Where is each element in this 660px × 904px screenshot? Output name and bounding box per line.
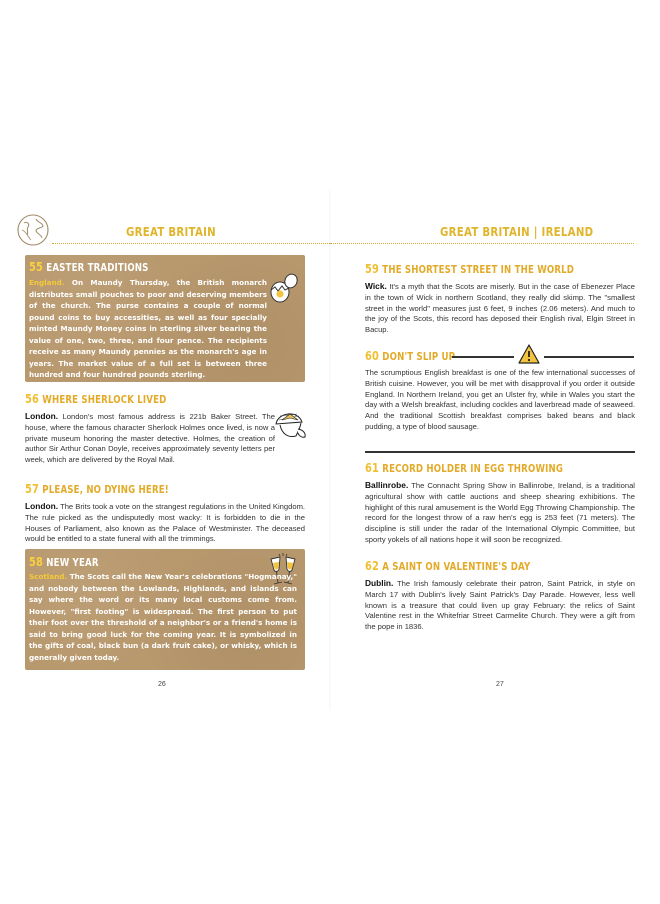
section-57 [25,482,305,545]
section-61-body: The Connacht Spring Show in Ballinrobe, Ireland, is a traditional agricultural show with cattle auctions and sheep shearing exhibitions. The highlight of this rural amusement is the World Egg Throwing Championship. The record for the longest throw of a raw hen's egg is 253 feet (71 meters). The discipline is still under the radar of the International Olympic Committee, but sporty yokels of all nations hope it will soon be recognized. [365,481,635,544]
section-55-heading: EASTER TRADITIONS [46,262,149,274]
right-page [330,0,660,904]
section-57-body: The Brits took a vote on the strangest regulations in the United Kingdom. The rule picked as the undisputedly most wacky: It is forbidden to die in the Houses of Parliament, also known as the Palace of Westminster. The deceased would be entitled to a state funeral with all the trimmings. [25,502,306,544]
section-58-body: The Scots call the New Year's celebrations "Hogmanay," and nobody between the Lowlands, Highlands, and islands can say where the word or its many local customs come from. However, "first footing" is widespread. The first person to put their foot over the threshold of a neighbor's or a friend's home is said to bring good luck for the coming year. It is symbolized in the gifts of coal, black bun (a dark fruit cake), or whisky, which is generally given today. [29,572,297,662]
section-61-lead: Ballinrobe. [365,480,409,490]
section-57-text [25,501,305,545]
section-55-box [25,255,305,382]
section-62-body: The Irish famously celebrate their patron, Saint Patrick, in style on March 17 with Dublin's lively Saint Patrick's Day Parade. However, less well known is a treasure that could liven up gray February: the relics of Saint Valentine rest in the Whitefriar Street Carmelite Church. They were a gift from the pope in 1836. [365,579,635,632]
right-page-header: GREAT BRITAIN | IRELAND [440,225,594,239]
section-59 [365,262,635,336]
right-header-divider [330,243,634,244]
warning-icon [518,344,540,364]
section-59-title [365,262,586,276]
section-58-box [25,549,305,670]
section-57-title [25,482,255,496]
left-page-header: GREAT BRITAIN [126,225,216,239]
section-56-number: 56 [25,392,40,406]
section-62-title [365,559,586,573]
section-58-number: 58 [29,555,44,569]
section-56-heading: WHERE SHERLOCK LIVED [42,394,167,406]
section-62 [365,559,635,633]
section-59-heading: THE SHORTEST STREET IN THE WORLD [382,264,575,276]
section-61-heading: RECORD HOLDER IN EGG THROWING [382,463,564,475]
section-60-number: 60 [365,349,380,363]
section-60-text [365,368,635,433]
section-divider [365,451,635,453]
globe-icon [16,213,50,247]
section-61 [365,461,635,546]
sherlock-hat-icon [270,402,310,442]
section-59-text [365,281,635,336]
section-55-body: On Maundy Thursday, the British monarch distributes small pouches to poor and deserving members of the church. The purse contains a couple of normal pound coins to buy accessities, as well as four specially minted Maundy Money coins in sterling silver bearing the value of one, two, three, and four pence. The recipients receive as many Maundy pennies as the monarch's age in years. The market value of a full set is between three hundred and four hundred pounds sterling. [29,278,267,379]
cracked-egg-icon [267,271,301,305]
section-55-lead: England. [29,278,65,287]
right-page-number: 27 [496,681,504,688]
section-58-lead: Scotland. [29,572,68,581]
section-56-body: London's most famous address is 221b Baker Street. The house, where the famous character Sherlock Holmes once lived, is now a private museum honoring the master detective. Holmes, the creation of author Sir Arthur Conan Doyle, receives approximately seventy letters per week, which are delivered by the Royal Mail. [25,412,275,465]
section-56-lead: London. [25,411,59,421]
section-62-text [365,578,635,633]
section-60-body: The scrumptious English breakfast is one of the few international successes of British cuisine. However, you will be met with disapproval if you order it outside England. In Northern Ireland, you get an Ulster fry, while in Wales you start the day with a Welsh breakfast, including cockles and laverbread made of seaweed. And the traditional Scottish breakfast comprises baked beans and black pudding, a type of blood sausage. [365,368,635,431]
section-55-number: 55 [29,260,44,274]
section-59-body: It's a myth that the Scots are miserly. But in the case of Ebenezer Place in the town of Wick in northern Scotland, they really did skimp. The "smallest street in the world" measures just 6 feet, 9 inches (2.06 meters). And much to the joy of the Scots, this record has deposed their English rival, Elgin Street in Bacup. [365,282,635,335]
section-56-text [25,411,275,466]
section-55-title [29,260,149,274]
section-62-lead: Dublin. [365,578,394,588]
section-59-lead: Wick. [365,281,387,291]
section-55-text-top [29,277,267,381]
section-57-lead: London. [25,501,59,511]
section-60-rule-left [452,356,514,358]
left-header-divider [52,243,330,244]
section-59-number: 59 [365,262,380,276]
section-56 [25,392,305,466]
section-60-heading: DON'T SLIP UP [382,351,456,363]
section-60 [365,349,635,433]
left-page-number: 26 [158,681,166,688]
section-58-heading: NEW YEAR [46,557,99,569]
section-57-heading: PLEASE, NO DYING HERE! [42,484,169,496]
section-58-title [29,555,99,569]
section-61-number: 61 [365,461,380,475]
section-60-rule-right [544,356,634,358]
section-58-text [29,571,297,663]
section-62-heading: A SAINT ON VALENTINE'S DAY [382,561,531,573]
section-56-title [25,392,255,406]
section-62-number: 62 [365,559,380,573]
section-61-title [365,461,586,475]
section-57-number: 57 [25,482,40,496]
section-61-text [365,480,635,546]
